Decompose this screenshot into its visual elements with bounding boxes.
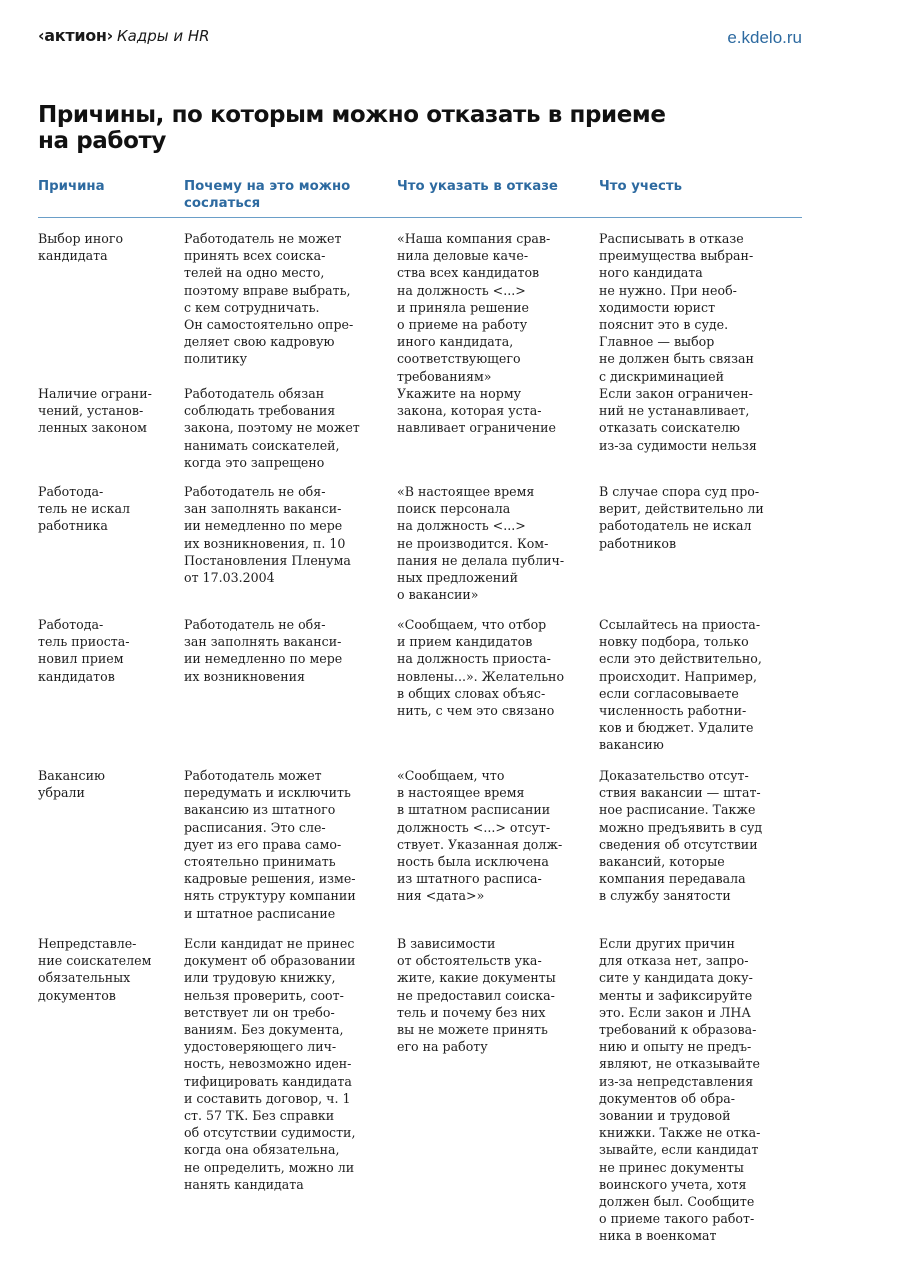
column-header-grounds: Почему на это можно сослаться	[184, 176, 397, 218]
brand-subtitle: Кадры и HR	[116, 27, 210, 45]
cell-notes: Если других причин для отказа нет, запро- сите у кандидата доку- менты и зафиксируйте это. Если закон и ЛНА требований к образова- нию и опыту не предъ- являют, не отказывайте из-за непредставления документов об обра- зовании и трудовой книжки. Также не отка- зывайте, если кандидат не принес документы воинского учета, хотя должен был. Сообщите о приеме такого работ- ника в военкомат	[599, 936, 761, 1244]
cell-reason: Непредставле- ние соискателем обязательных документов	[38, 936, 152, 1003]
table-header-row	[38, 176, 802, 218]
cell-reason: Вакансию убрали	[38, 768, 105, 801]
cell-grounds: Работодатель обязан соблюдать требования закона, поэтому не может нанимать соискателей, когда это запрещено	[184, 386, 360, 470]
table-row	[38, 483, 802, 616]
cell-refusal-text: «Сообщаем, что в настоящее время в штатном расписании должность <...> отсут- ствует. Указанная долж- ность была исключена из штатного расписа- ния <дата>»	[397, 768, 563, 904]
cell-reason: Работода- тель приоста- новил прием кандидатов	[38, 617, 130, 684]
brand-logo: ‹актион›	[38, 26, 113, 45]
table-row	[38, 616, 802, 767]
cell-notes: Доказательство отсут- ствия вакансии — штат- ное расписание. Также можно предъявить в суд сведения об отсутствии вакансий, которые компания передавала в службу занятости	[599, 768, 763, 904]
reasons-table	[38, 176, 802, 1245]
site-url: e.kdelo.ru	[727, 28, 802, 47]
cell-reason: Работода- тель не искал работника	[38, 484, 130, 534]
table-row	[38, 767, 802, 935]
cell-grounds: Если кандидат не принес документ об образовании или трудовую книжку, нельзя проверить, соот- ветствует ли он требо- ваниям. Без документа, удостоверяющего лич- ность, невозможно иден- тифицировать кандидата и составить договор, ч. 1 ст. 57 ТК. Без справки об отсутствии судимости, когда она обязательна, не определить, можно ли нанять кандидата	[184, 936, 356, 1192]
page-title: Причины, по которым можно отказать в приеме на работу	[38, 102, 666, 154]
cell-grounds: Работодатель не может принять всех соиска- телей на одно место, поэтому вправе выбрать, с кем сотрудничать. Он самостоятельно опре- деляет свою кадровую политику	[184, 231, 354, 367]
table-row	[38, 218, 802, 386]
cell-notes: В случае спора суд про- верит, действительно ли работодатель не искал работников	[599, 484, 764, 551]
cell-grounds: Работодатель может передумать и исключить вакансию из штатного расписания. Это сле- дует из его права само- стоятельно принимать кадровые решения, изме- нять структуру компании и штатное расписание	[184, 768, 356, 921]
cell-refusal-text: «Наша компания срав- нила деловые каче- ства всех кандидатов на должность <...> и приняла решение о приеме на работу иного кандидата, соответствующего требованиям»	[397, 231, 551, 384]
cell-refusal-text: «Сообщаем, что отбор и прием кандидатов на должность приоста- новлены...». Желательно в общих словах объяс- нить, с чем это связано	[397, 617, 565, 719]
cell-refusal-text: Укажите на норму закона, которая уста- навливает ограничение	[397, 386, 556, 436]
page-header	[38, 26, 802, 50]
cell-refusal-text: В зависимости от обстоятельств ука- жите, какие документы не предоставил соиска- тель и почему без них вы не можете принять его на работу	[397, 936, 556, 1055]
cell-notes: Расписывать в отказе преимущества выбран- ного кандидата не нужно. При необ- ходимости юрист пояснит это в суде. Главное — выбор не должен быть связан с дискриминацией	[599, 231, 754, 384]
table-row	[38, 935, 802, 1245]
cell-reason: Выбор иного кандидата	[38, 231, 124, 264]
cell-notes: Ссылайтесь на приоста- новку подбора, только если это действительно, происходит. Например, если согласовываете численность работни- ков и бюджет. Удалите вакансию	[599, 617, 762, 753]
cell-grounds: Работодатель не обя- зан заполнять ваканси- ии немедленно по мере их возникновения	[184, 617, 343, 684]
column-header-refusal-text: Что указать в отказе	[397, 176, 599, 218]
column-header-reason: Причина	[38, 176, 184, 218]
column-header-notes: Что учесть	[599, 176, 802, 218]
brand	[38, 26, 210, 45]
cell-grounds: Работодатель не обя- зан заполнять ваканси- ии немедленно по мере их возникновения, п. 10 Постановления Пленума от 17.03.2004	[184, 484, 351, 586]
cell-refusal-text: «В настоящее время поиск персонала на должность <...> не производится. Ком- пания не делала публич- ных предложений о вакансии»	[397, 484, 565, 603]
table-row	[38, 385, 802, 483]
cell-notes: Если закон ограничен- ний не устанавливает, отказать соискателю из-за судимости нельзя	[599, 386, 757, 453]
cell-reason: Наличие ограни- чений, установ- ленных законом	[38, 386, 152, 436]
